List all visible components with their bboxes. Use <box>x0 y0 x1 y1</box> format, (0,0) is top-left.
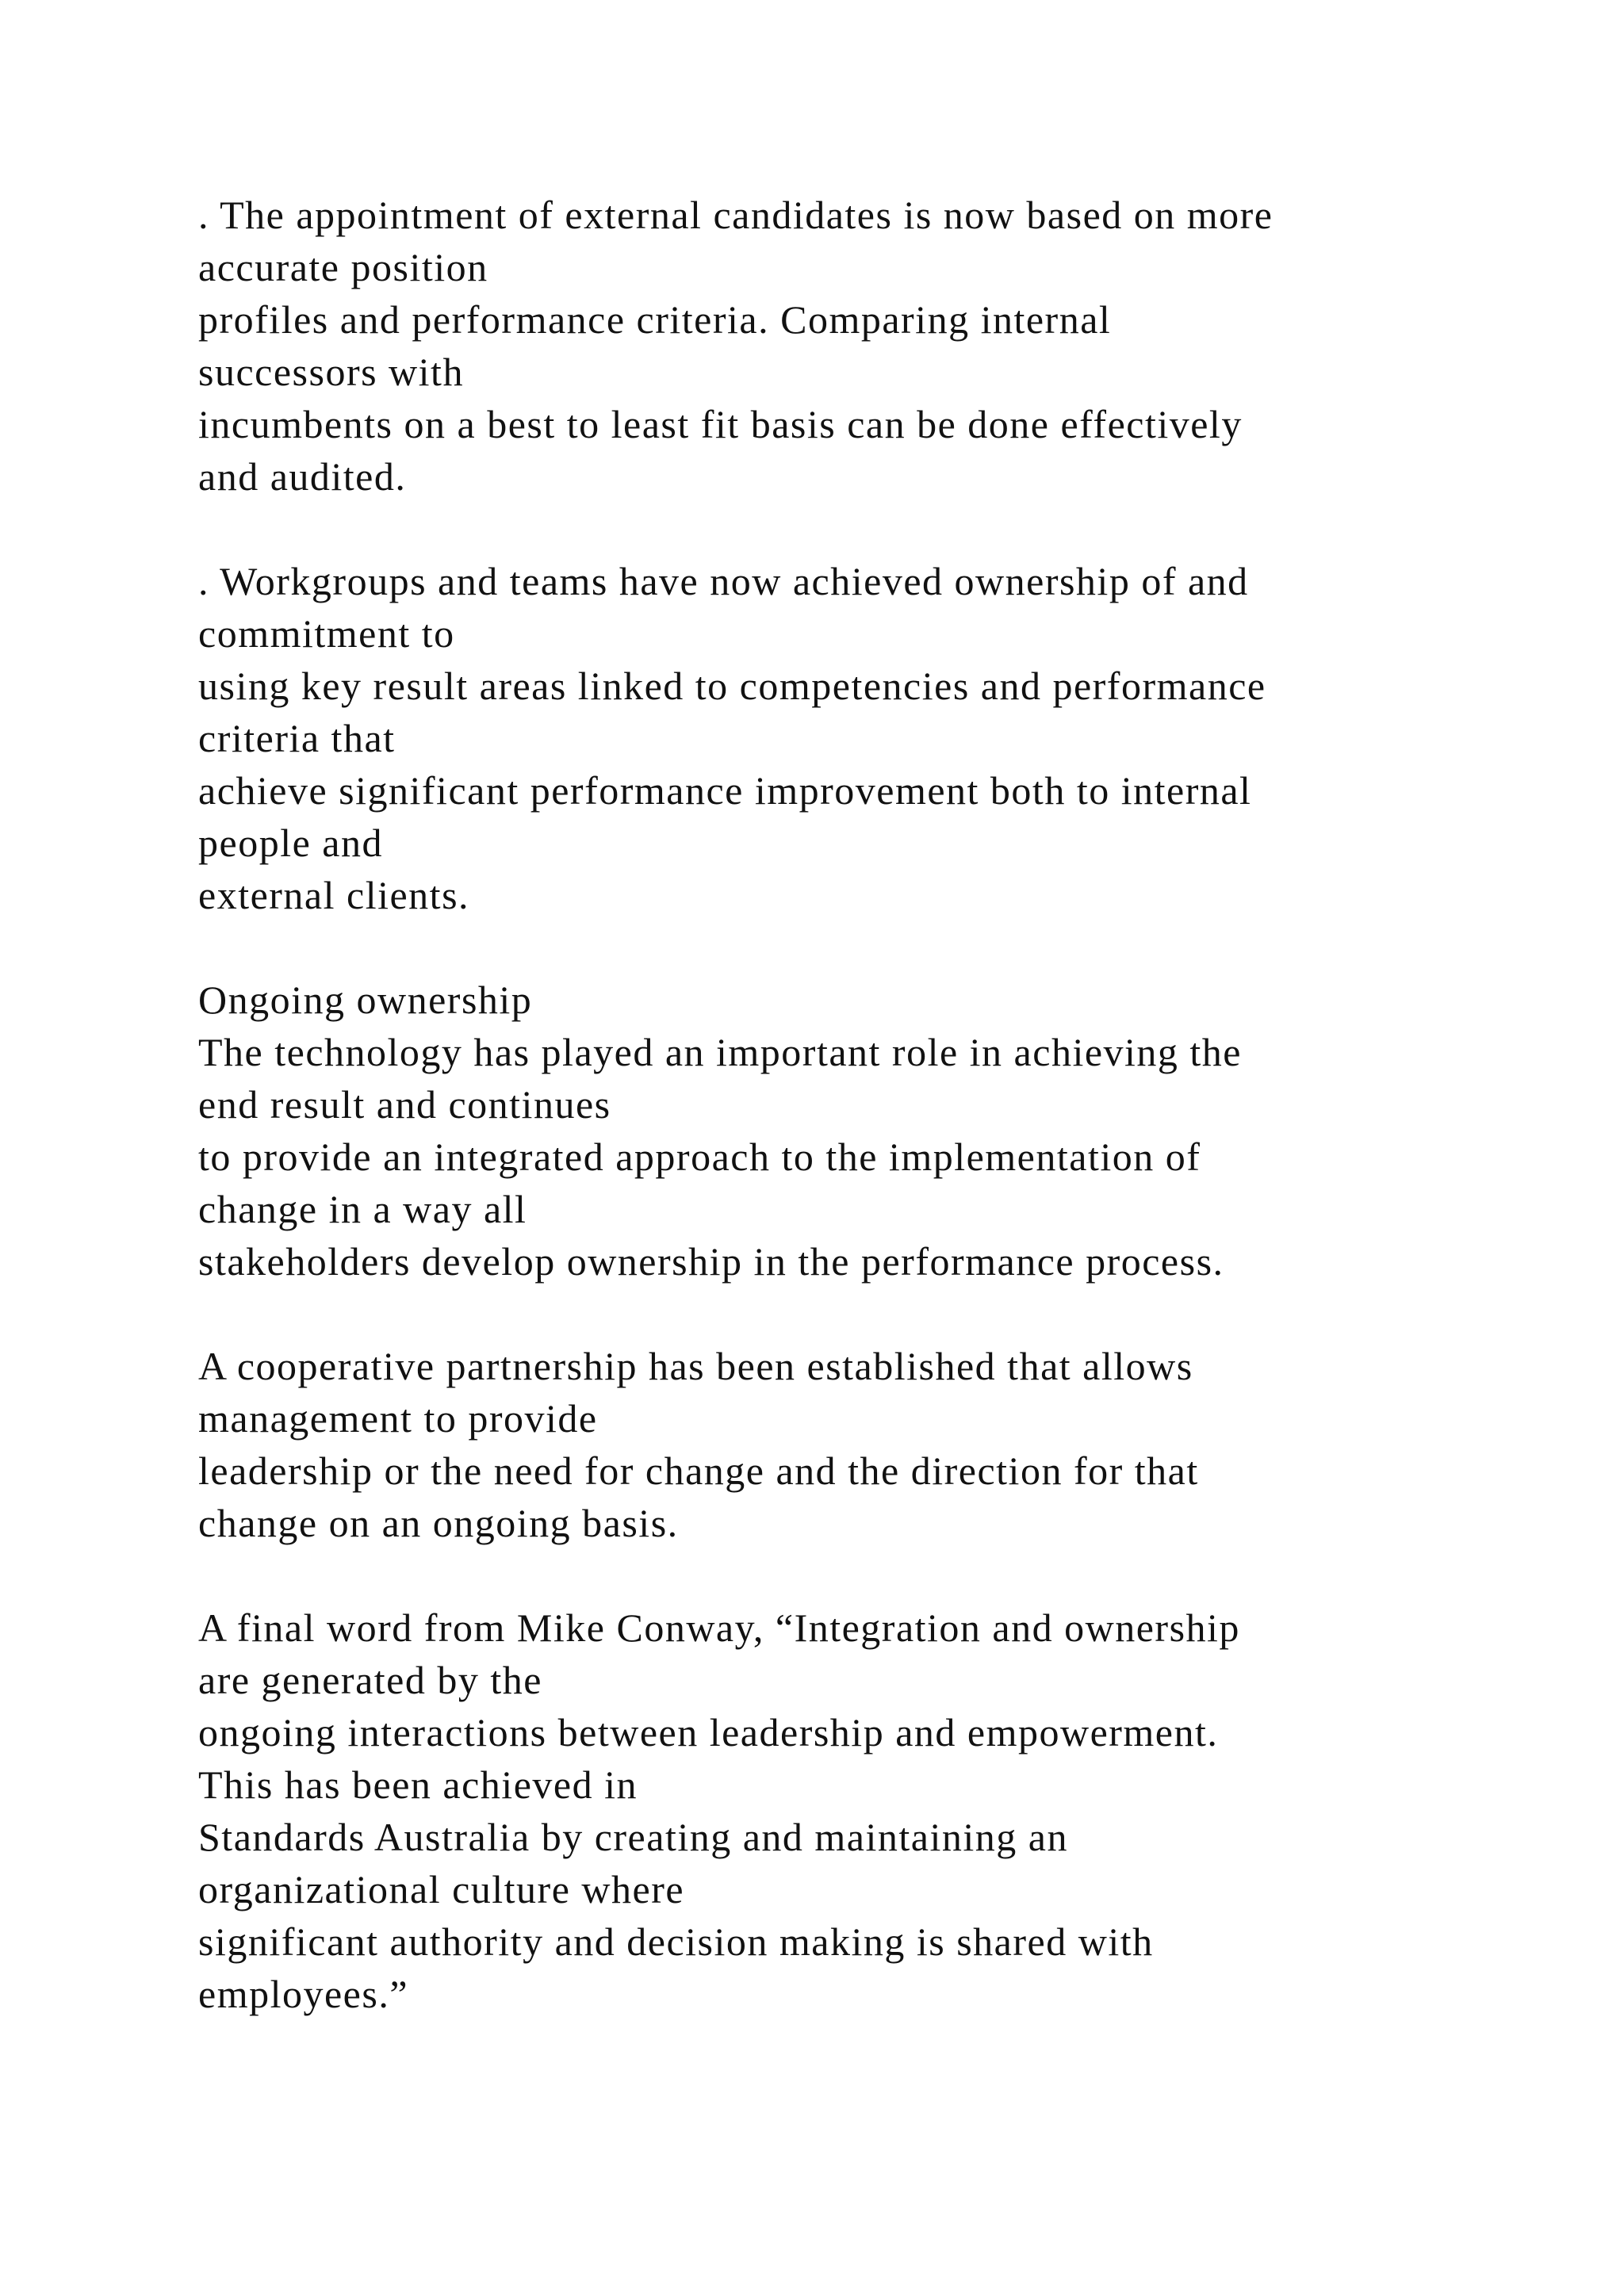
text-line: to provide an integrated approach to the implementation of <box>198 1135 1201 1179</box>
text-line: profiles and performance criteria. Comparing internal <box>198 297 1112 342</box>
text-line: and audited. <box>198 454 407 499</box>
text-line: A final word from Mike Conway, “Integration and ownership <box>198 1605 1240 1650</box>
text-line: A cooperative partnership has been established that allows <box>198 1344 1193 1388</box>
text-line: successors with <box>198 350 464 394</box>
paragraph-gap <box>198 503 1546 555</box>
section-heading: Ongoing ownership <box>198 978 533 1022</box>
paragraph-3 <box>198 974 1546 1288</box>
text-line: ongoing interactions between leadership and empowerment. <box>198 1710 1219 1755</box>
text-line: end result and continues <box>198 1082 611 1127</box>
text-line: significant authority and decision making is shared with <box>198 1919 1154 1964</box>
text-line: change in a way all <box>198 1187 527 1231</box>
paragraph-5 <box>198 1601 1546 2020</box>
paragraph-gap <box>198 921 1546 974</box>
text-line: achieve significant performance improvement both to internal <box>198 768 1252 813</box>
text-line: stakeholders develop ownership in the performance process. <box>198 1239 1224 1284</box>
text-line: employees.” <box>198 1972 409 2016</box>
text-line: accurate position <box>198 245 488 289</box>
text-line: The technology has played an important role in achieving the <box>198 1030 1243 1074</box>
text-line: This has been achieved in <box>198 1762 638 1807</box>
text-line: using key result areas linked to competencies and performance <box>198 664 1266 708</box>
text-line: commitment to <box>198 611 455 656</box>
text-line: are generated by the <box>198 1658 542 1702</box>
text-line: change on an ongoing basis. <box>198 1501 679 1545</box>
text-line: people and <box>198 821 383 865</box>
document-body <box>198 189 1546 2020</box>
text-line: organizational culture where <box>198 1867 685 1911</box>
text-line: . Workgroups and teams have now achieved ownership of and <box>198 559 1249 603</box>
paragraph-2 <box>198 555 1546 921</box>
text-line: Standards Australia by creating and maintaining an <box>198 1815 1068 1859</box>
text-line: management to provide <box>198 1396 598 1441</box>
text-line: . The appointment of external candidates is now based on more <box>198 193 1274 237</box>
paragraph-gap <box>198 1288 1546 1340</box>
text-line: external clients. <box>198 873 470 917</box>
text-line: leadership or the need for change and the direction for that <box>198 1448 1199 1493</box>
text-line: incumbents on a best to least fit basis can be done effectively <box>198 402 1243 446</box>
paragraph-gap <box>198 1549 1546 1601</box>
paragraph-4 <box>198 1340 1546 1549</box>
paragraph-1 <box>198 189 1546 503</box>
text-line: criteria that <box>198 716 396 760</box>
